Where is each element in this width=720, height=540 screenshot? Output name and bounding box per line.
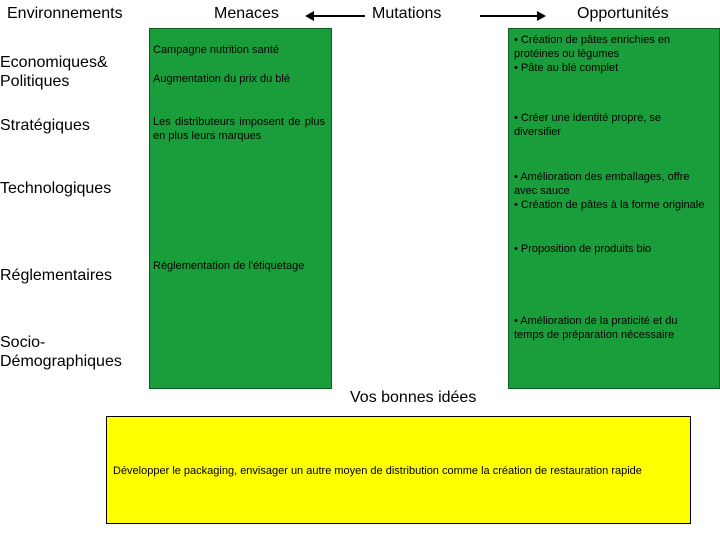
menace-distributeurs: Les distributeurs imposent de plus en plus leurs marques	[153, 116, 325, 142]
opportunite-regl	[514, 242, 714, 256]
header-mutations: Mutations	[372, 5, 442, 22]
arrow-left-icon	[305, 10, 367, 22]
opportunite-strat-1: • Créer une identité propre, se diversifier	[514, 112, 661, 138]
header-opportunites: Opportunités	[577, 5, 669, 22]
menace-reglementation: Réglementation de l'étiquetage	[153, 260, 305, 272]
row-label-eco-pol: Economiques& Politiques	[0, 54, 108, 90]
opportunite-tech-1: • Amélioration des emballages, offre avec sauce	[514, 171, 690, 197]
opportunite-eco-1: • Création de pâtes enrichies en protéines ou légumes	[514, 34, 671, 60]
row-label-socio-text: Socio-Démographiques	[0, 334, 122, 370]
row-label-technologiques: Technologiques	[0, 180, 112, 197]
header-environnements: Environnements	[7, 5, 123, 22]
opportunite-eco	[514, 33, 694, 75]
opportunite-regl-1: • Proposition de produits bio	[514, 243, 652, 255]
row-label-socio	[0, 333, 140, 371]
row-label-reglementaires: Réglementaires	[0, 267, 113, 284]
row-label-strategiques: Stratégiques	[0, 117, 90, 134]
menaces-column	[149, 28, 332, 389]
menace-augmentation: Augmentation du prix du blé	[153, 73, 290, 85]
opportunite-socio-1: • Amélioration de la praticité et du temps de préparation nécessaire	[514, 315, 678, 341]
idees-title: Vos bonnes idées	[350, 389, 477, 406]
opportunite-tech	[514, 170, 714, 212]
menace-campagne: Campagne nutrition santé	[153, 44, 279, 56]
header-menaces: Menaces	[214, 5, 279, 22]
idees-text: Développer le packaging, envisager un autre moyen de distribution comme la création de restauration rapide	[113, 465, 642, 477]
opportunite-strat	[514, 111, 694, 139]
arrow-right-icon	[478, 10, 546, 22]
opportunites-column	[508, 28, 720, 389]
opportunite-eco-2: • Pâte au blé complet	[514, 62, 619, 74]
opportunite-socio	[514, 314, 709, 342]
opportunite-tech-2: • Création de pâtes à la forme originale	[514, 199, 705, 211]
idees-box	[106, 416, 691, 524]
